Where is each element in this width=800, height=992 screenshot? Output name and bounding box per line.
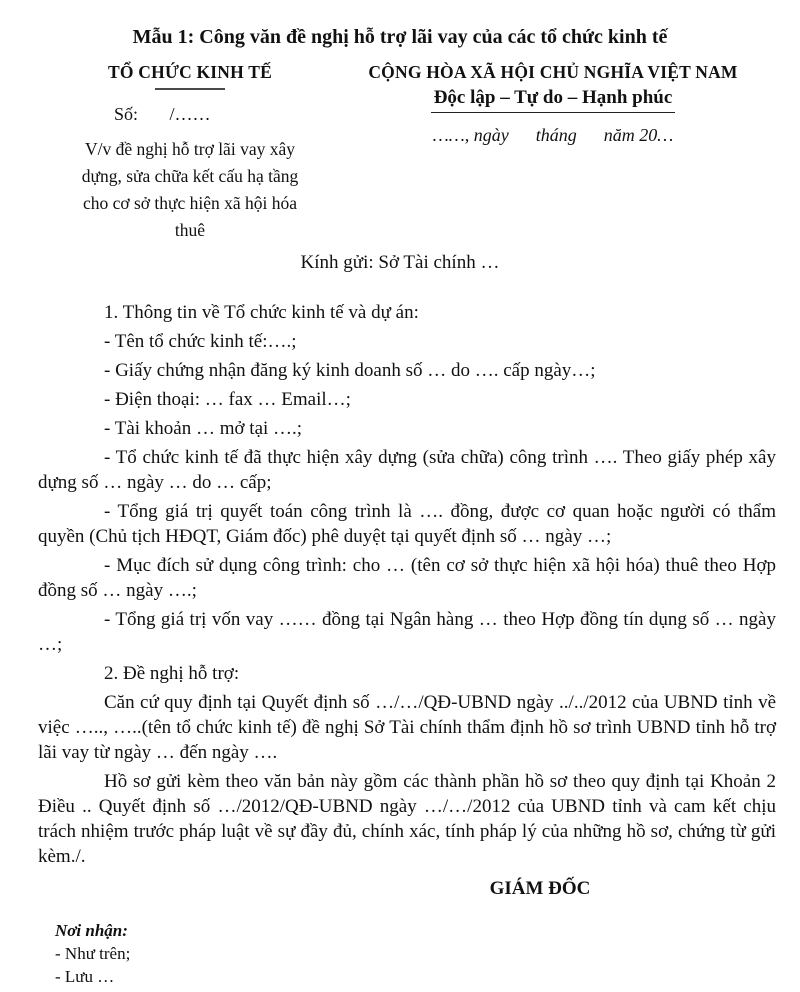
recipients-item-archive: - Lưu … [55,967,115,986]
paragraph-attachments-commitment: Hồ sơ gửi kèm theo văn bản này gồm các thành phần hồ sơ theo quy định tại Khoản 2 Điều .. Quyết định số …/2012/QĐ-UBND ngày …/…/2012 của UBND tỉnh và cam kết chịu trách nhiệm trước pháp luật về sự đầy đủ, chính xác, tính pháp lý của những hồ sơ, chứng từ gửi kèm./. [38,771,776,867]
recipients-block [0,919,800,988]
national-motto-wrap [346,86,760,113]
paragraph-construction: - Tổ chức kinh tế đã thực hiện xây dựng (sửa chữa) công trình …. Theo giấy phép xây dựng số … ngày … do … cấp; [38,447,776,493]
header-national-column [340,60,760,244]
paragraph-loan-value: - Tổng giá trị vốn vay …… đồng tại Ngân hàng … theo Hợp đồng tín dụng số … ngày …; [38,609,776,655]
doc-subject: V/v đề nghị hỗ trợ lãi vay xây dựng, sửa chữa kết cấu hạ tầng cho cơ sở thực hiện xã hội hóa thuê [81,139,299,240]
org-underline-rule [155,88,225,90]
paragraph-business-license: - Giấy chứng nhận đăng ký kinh doanh số … do …. cấp ngày…; [104,360,596,381]
section-heading-1: 1. Thông tin về Tổ chức kinh tế và dự án: [104,302,419,323]
doc-number-line: Số: /…… [114,104,211,124]
paragraph-bank-account: - Tài khoản … mở tại ….; [104,418,303,439]
paragraph-org-name: - Tên tổ chức kinh tế:….; [104,331,297,352]
section-heading-2: 2. Đề nghị hỗ trợ: [104,663,240,684]
date-line: ……, ngày tháng năm 20… [432,125,674,145]
header-org-column [40,60,340,244]
form-title: Mẫu 1: Công văn đề nghị hỗ trợ lãi vay của các tổ chức kinh tế [132,26,668,48]
org-name: TỔ CHỨC KINH TẾ [108,62,272,82]
document-body [0,300,800,869]
paragraph-contact: - Điện thoại: … fax … Email…; [104,389,351,410]
national-motto: Độc lập – Tự do – Hạnh phúc [431,86,676,113]
recipients-label: Nơi nhận: [55,921,128,940]
national-title: CỘNG HÒA XÃ HỘI CHỦ NGHĨA VIỆT NAM [368,62,738,82]
paragraph-usage-purpose: - Mục đích sử dụng công trình: cho … (tên cơ sở thực hiện xã hội hóa) thuê theo Hợp đồng số … ngày ….; [38,555,776,601]
recipients-item-as-above: - Như trên; [55,944,131,963]
paragraph-settlement-value: - Tổng giá trị quyết toán công trình là …. đồng, được cơ quan hoặc người có thẩm quyền (Chủ tịch HĐQT, Giám đốc) phê duyệt tại quyết định số … ngày …; [38,501,776,547]
paragraph-legal-basis: Căn cứ quy định tại Quyết định số …/…/QĐ-UBND ngày ../../2012 của UBND tỉnh về việc ….., …..(tên tổ chức kinh tế) đề nghị Sở Tài chính thẩm định hồ sơ trình UBND tỉnh hỗ trợ lãi vay từ ngày … đến ngày …. [38,692,776,763]
recipient-line: Kính gửi: Sở Tài chính … [300,252,500,273]
signature-title: GIÁM ĐỐC [489,878,591,899]
document-header [0,60,800,244]
